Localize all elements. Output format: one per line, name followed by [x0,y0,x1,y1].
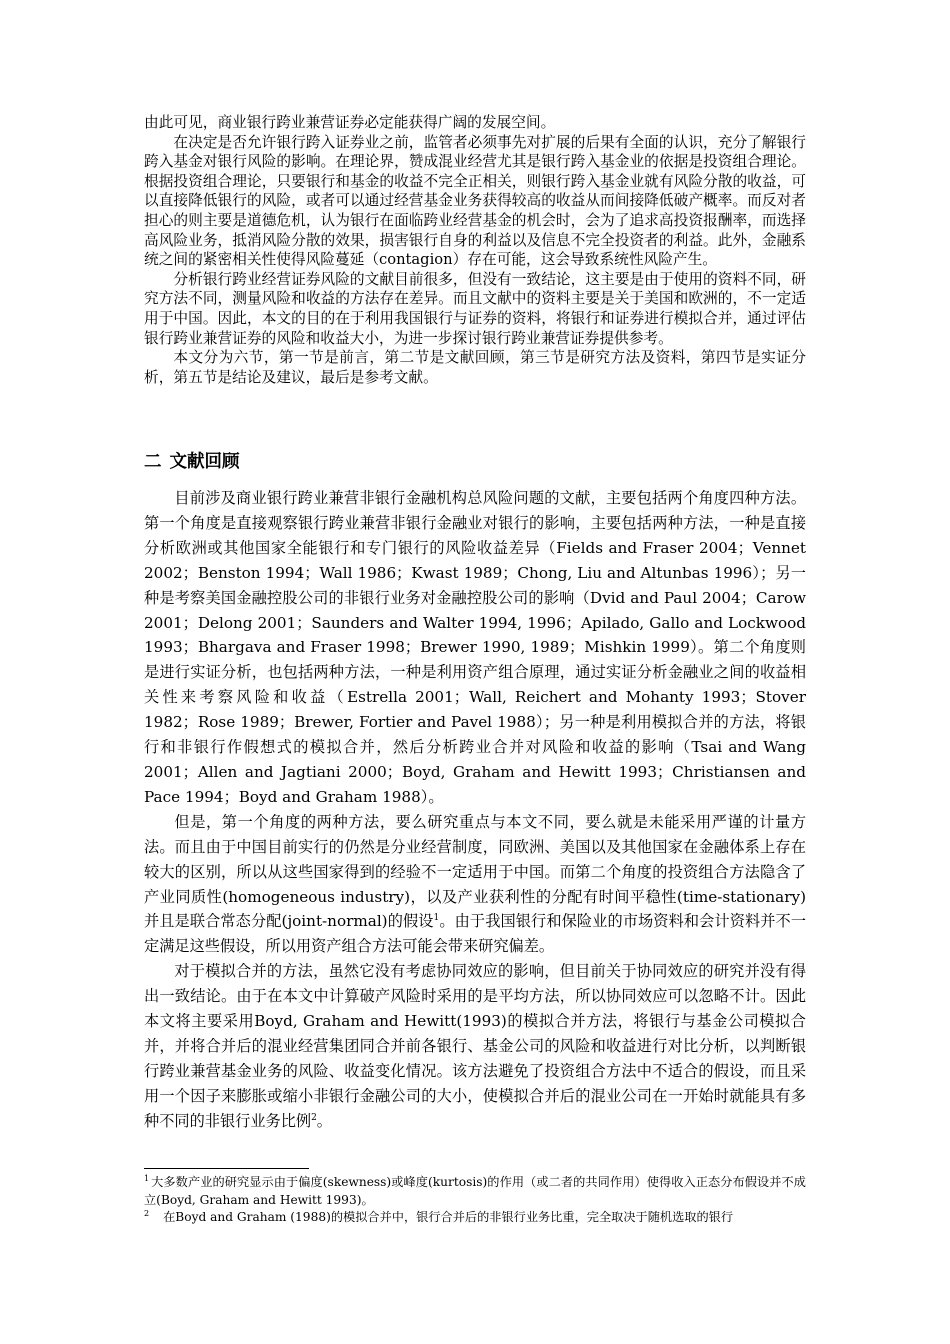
section-title: 文献回顾 [169,452,240,472]
intro-paragraph-4: 本文分为六节，第一节是前言，第二节是文献回顾，第三节是研究方法及资料，第四节是实证分析，第五节是结论及建议，最后是参考文献。 [144,349,806,386]
footnote-2-mark: 2 [144,1208,150,1218]
footnote-2-text: 在Boyd and Graham (1988)的模拟合并中，银行合并后的非银行业务比重，完全取决于随机选取的银行 [163,1210,734,1224]
intro-paragraph-3: 分析银行跨业经营证券风险的文献目前很多，但没有一致结论，这主要是由于使用的资料不同，研究方法不同，测量风险和收益的方法存在差异。而且文献中的资料主要是关于美国和欧洲的，不一定适用于中国。因此，本文的目的在于利用我国银行与证券的资料，将银行和证券进行模拟合并，通过评估银行跨业兼营证券的风险和收益大小，为进一步探讨银行跨业兼营证券提供参考。 [144,270,806,347]
review-paragraph-3 [144,959,806,1133]
footnote-ref-1[interactable]: 1 [433,913,440,924]
section-heading [144,451,240,473]
footnotes [144,1174,806,1227]
footnote-ref-2[interactable]: 2 [311,1112,317,1123]
review-paragraph-2-tail: 。由于我国银行和保险业的市场资料和会计资料并不一定满足这些假设，所以用资产组合方法可能会带来研究偏差。 [144,912,807,956]
footnote-1-mark: 1 [144,1173,150,1183]
review-paragraph-3-text: 对于模拟合并的方法，虽然它没有考虑协同效应的影响，但目前关于协同效应的研究并没有得出一致结论。由于在本文中计算破产风险时采用的是平均方法，所以协同效应可以忽略不计。因此本文将主要采用Boyd, Graham and Hewitt(1993)的模拟合并方法，将银行与基金公司模拟合并，并将合并后的混业经营集团同合并前各银行、基金公司的风险和收益进行对比分析，以判断银行跨业兼营基金业务的风险、收益变化情况。该方法避免了投资组合方法中不适合的假设，而且采用一个因子来膨胀或缩小非银行金融公司的大小，使模拟合并后的混业公司在一开始时就能具有多种不同的非银行业务比例 [144,962,806,1130]
footnote-1-text: 大多数产业的研究显示由于偏度(skewness)或峰度(kurtosis)的作用（或二者的共同作用）使得收入正态分布假设并不成立(Boyd, Graham and Hewitt 1993)。 [144,1175,806,1207]
literature-review-section [144,486,806,1134]
intro-section [144,113,806,387]
review-paragraph-2 [144,810,806,959]
footnote-2 [144,1209,806,1227]
review-paragraph-1: 目前涉及商业银行跨业兼营非银行金融机构总风险问题的文献，主要包括两个角度四种方法。第一个角度是直接观察银行跨业兼营非银行金融业对银行的影响，主要包括两种方法，一种是直接分析欧洲或其他国家全能银行和专门银行的风险收益差异（Fields and Fraser 2004；Vennet 2002；Benston 1994；Wall 1986；Kwast 1989；Chong, Liu and Altunbas 1996）；另一种是考察美国金融控股公司的非银行业务对金融控股公司的影响（Dvid and Paul 2004；Carow 2001；Delong 2001；Saunders and Walter 1994, 1996；Apilado, Gallo and Lockwood 1993；Bhargava and Fraser 1998；Brewer 1990, 1989；Mishkin 1999）。第二个角度则是进行实证分析，也包括两种方法，一种是利用资产组合原理，通过实证分析金融业之间的收益相关性来考察风险和收益（Estrella 2001；Wall, Reichert and Mohanty 1993；Stover 1982；Rose 1989；Brewer, Fortier and Pavel 1988）；另一种是利用模拟合并的方法，将银行和非银行作假想式的模拟合并，然后分析跨业合并对风险和收益的影响（Tsai and Wang 2001；Allen and Jagtiani 2000；Boyd, Graham and Hewitt 1993；Christiansen and Pace 1994；Boyd and Graham 1988）。 [144,489,806,806]
footnote-1 [144,1174,806,1209]
footnote-separator [144,1168,309,1169]
intro-paragraph-1: 由此可见，商业银行跨业兼营证券必定能获得广阔的发展空间。 [144,114,556,131]
intro-paragraph-2: 在决定是否允许银行跨入证券业之前，监管者必须事先对扩展的后果有全面的认识，充分了解银行跨入基金对银行风险的影响。在理论界，赞成混业经营尤其是银行跨入基金业的依据是投资组合理论。根据投资组合理论，只要银行和基金的收益不完全正相关，则银行跨入基金业就有风险分散的收益，可以直接降低银行的风险，或者可以通过经营基金业务获得较高的收益从而间接降低破产概率。而反对者担心的则主要是道德危机，认为银行在面临跨业经营基金的机会时，会为了追求高投资报酬率，而选择高风险业务，抵消风险分散的效果，损害银行自身的利益以及信息不完全投资者的利益。此外，金融系统之间的紧密相关性使得风险蔓延（contagion）存在可能，这会导致系统性风险产生。 [144,133,806,269]
section-number: 二 [144,452,162,472]
review-paragraph-2-text: 但是，第一个角度的两种方法，要么研究重点与本文不同，要么就是未能采用严谨的计量方法。而且由于中国目前实行的仍然是分业经营制度，同欧洲、美国以及其他国家在金融体系上存在较大的区别，所以从这些国家得到的经验不一定适用于中国。而第二个角度的投资组合方法隐含了产业同质性(homogeneous industry)，以及产业获利性的分配有时间平稳性(time-stationary)并且是联合常态分配(joint-normal)的假设 [144,812,806,931]
review-paragraph-3-tail: 。 [316,1111,332,1130]
